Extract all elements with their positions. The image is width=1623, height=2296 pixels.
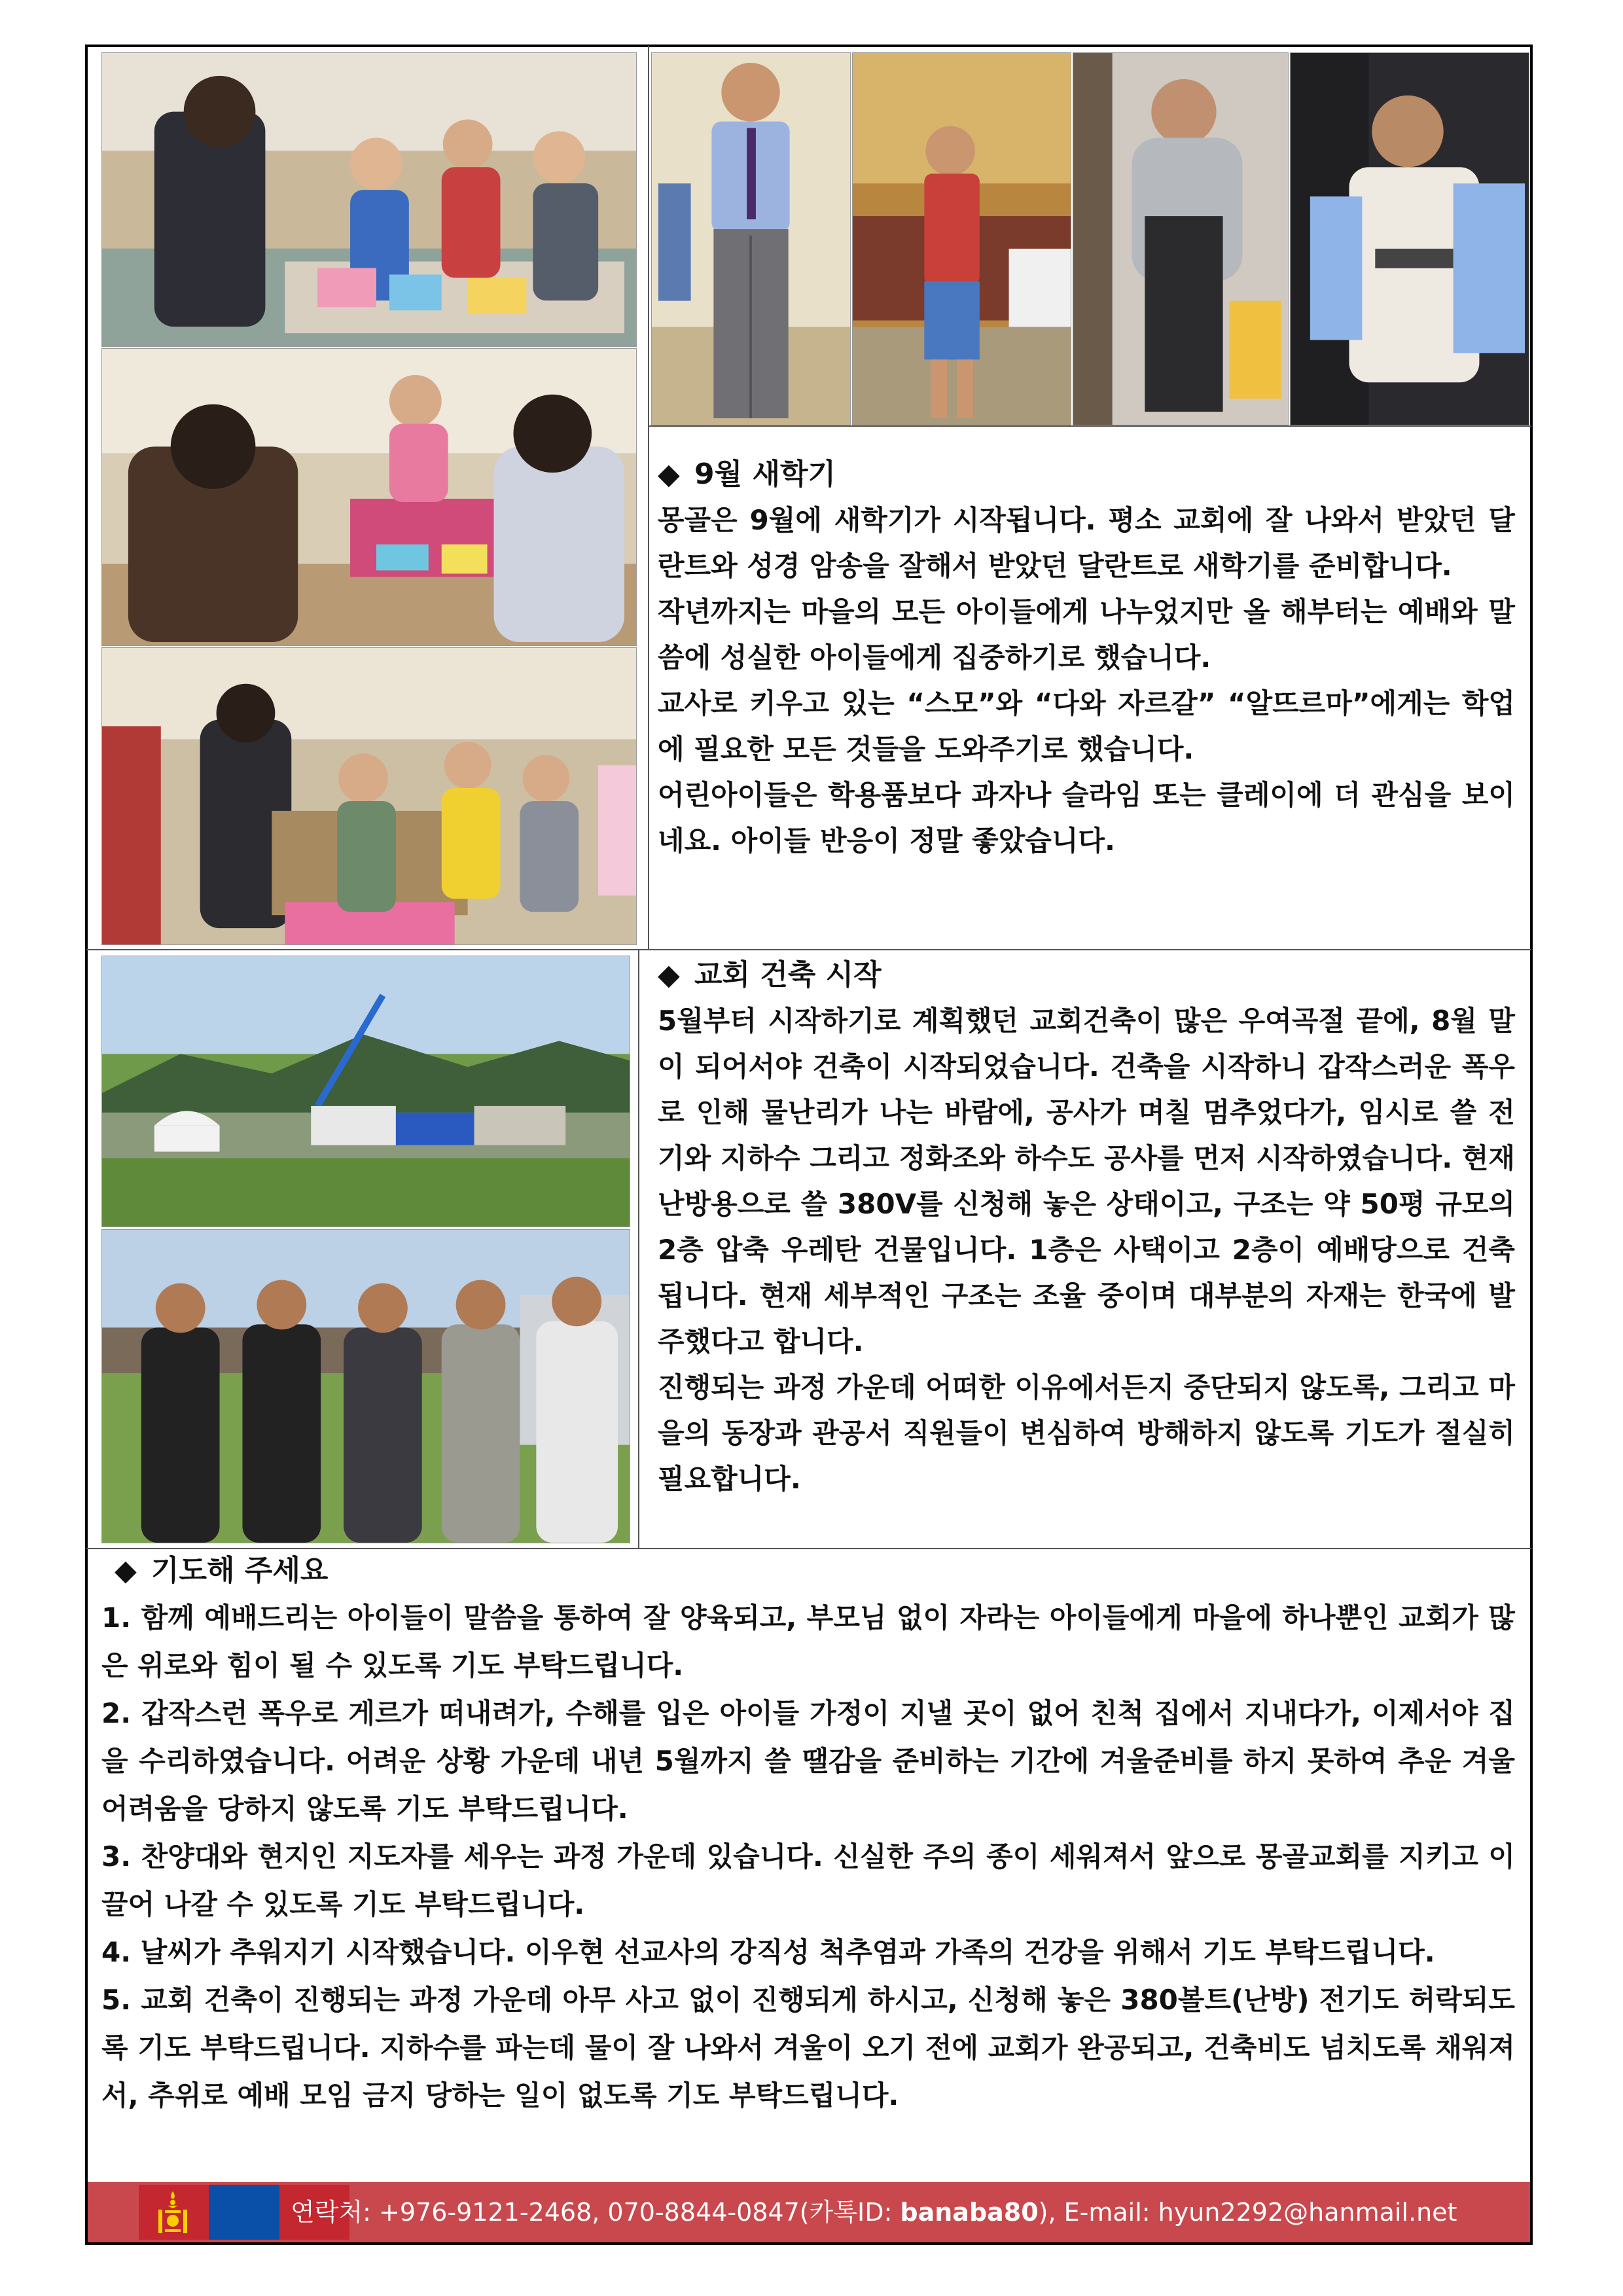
column-divider-top — [648, 46, 649, 949]
prayer-item: 5. 교회 건축이 진행되는 과정 가운데 아무 사고 없이 진행되게 하시고, 신청해 놓은 380볼트(난방) 전기도 허락되도록 기도 부탁드립니다. 지하수를 파는데 물이 잘 나와서 겨울이 오기 전에 교회가 완공되고, 건축비도 넘치도록 채워져서, 추위로 예배 모임 금지 당하는 일이 없도록 기도 부탁드립니다. — [101, 1984, 1515, 2111]
paragraph: 5월부터 시작하기로 계획했던 교회건축이 많은 우여곡절 끝에, 8월 말이 되어서야 건축이 시작되었습니다. 건축을 시작하니 갑작스러운 폭우로 인해 물난리가 나는 바람에, 공사가 며칠 멈추었다가, 임시로 쓸 전기와 지하수 그리고 정화조와 하수도 공사를 먼저 시작하였습니다. 현재 난방용으로 쓸 380V를 신청해 놓은 상태이고, 구조는 약 50평 규모의 2층 압축 우레탄 건물입니다. 1층은 사택이고 2층이 예배당으로 건축됩니다. 현재 세부적인 구조는 조율 중이며 대부분의 자재는 한국에 발주했다고 합니다. — [658, 1005, 1515, 1357]
diamond-icon: ◆ — [115, 1554, 137, 1587]
email: ), E-mail: hyun2292@hanmail.net — [1038, 2198, 1457, 2227]
diamond-icon: ◆ — [658, 958, 680, 992]
photo-children-supplies-2 — [101, 348, 637, 646]
photo-children-supplies-3 — [101, 647, 637, 945]
prayer-item: 1. 함께 예배드리는 아이들이 말씀을 통하여 잘 양육되고, 부모님 없이 자라는 아이들에게 마을에 하나뿐인 교회가 많은 위로와 힘이 될 수 있도록 기도 부탁드립니다. — [101, 1602, 1515, 1681]
contact-info — [291, 2182, 1457, 2242]
phone-number: +976-9121-2468, — [379, 2198, 600, 2227]
prayer-item: 2. 갑작스런 폭우로 게르가 떠내려가, 수해를 입은 아이들 가정이 지낼 곳이 없어 친척 집에서 지내다가, 이제서야 집을 수리하였습니다. 어려운 상황 가운데 내년 5월까지 쓸 땔감을 준비하는 기간에 겨울준비를 하지 못하여 추운 겨울 어려움을 당하지 않도록 기도 부탁드립니다. — [101, 1697, 1515, 1825]
paragraph: 어린아이들은 학용품보다 과자나 슬라임 또는 클레이에 더 관심을 보이네요. 아이들 반응이 정말 좋았습니다. — [658, 779, 1515, 857]
section-church-construction — [658, 952, 1515, 1502]
section-title: 기도해 주세요 — [151, 1554, 329, 1587]
soyombo-icon — [153, 2190, 192, 2234]
section-divider-1 — [86, 949, 1531, 950]
prayer-item: 4. 날씨가 추워지기 시작했습니다. 이우현 선교사의 강직성 척추염과 가족의 건강을 위해서 기도 부탁드립니다. — [101, 1936, 1435, 1968]
paragraph: 교사로 키우고 있는 “스모”와 “다와 자르갈” “알뜨르마”에게는 학업에 필요한 모든 것들을 도와주기로 했습니다. — [658, 687, 1515, 765]
photo-group-of-men — [101, 1229, 630, 1543]
prayer-item: 3. 찬양대와 현지인 지도자를 세우는 과정 가운데 있습니다. 신실한 주의 종이 세워져서 앞으로 몽골교회를 지키고 이끌어 나갈 수 있도록 기도 부탁드립니다. — [101, 1840, 1515, 1920]
section-new-semester — [658, 452, 1515, 864]
section-title: 교회 건축 시작 — [694, 958, 882, 992]
kakao-id: banaba80 — [900, 2198, 1039, 2227]
paragraph: 진행되는 과정 가운데 어떠한 이유에서든지 중단되지 않도록, 그리고 마을의 동장과 관공서 직원들이 변심하여 방해하지 않도록 기도가 절실히 필요합니다. — [658, 1371, 1515, 1495]
paragraph: 몽골은 9월에 새학기가 시작됩니다. 평소 교회에 잘 나와서 받았던 달란트와 성경 암송을 잘해서 받았던 달란트로 새학기를 준비합니다. — [658, 504, 1515, 582]
phone-number-2: 070-8844-0847(카톡ID: — [607, 2198, 893, 2227]
paragraph: 작년까지는 마을의 모든 아이들에게 나누었지만 올 해부터는 예배와 말씀에 성실한 아이들에게 집중하기로 했습니다. — [658, 596, 1515, 673]
contact-footer — [88, 2182, 1530, 2242]
photo-man-in-suit — [651, 52, 851, 425]
contact-label: 연락처: — [291, 2198, 371, 2227]
photo-row-divider — [648, 425, 1531, 427]
section-title: 9월 새학기 — [694, 457, 836, 491]
photo-boy-with-jacket — [1073, 52, 1289, 425]
section-prayer-requests — [101, 1548, 1515, 2119]
photo-construction-site — [101, 956, 630, 1227]
photo-boy-trying-shirt — [1290, 52, 1529, 425]
photo-children-supplies-1 — [101, 52, 637, 347]
photo-boy-in-yurt — [852, 52, 1071, 425]
column-divider-middle — [638, 949, 639, 1548]
diamond-icon: ◆ — [658, 457, 680, 491]
